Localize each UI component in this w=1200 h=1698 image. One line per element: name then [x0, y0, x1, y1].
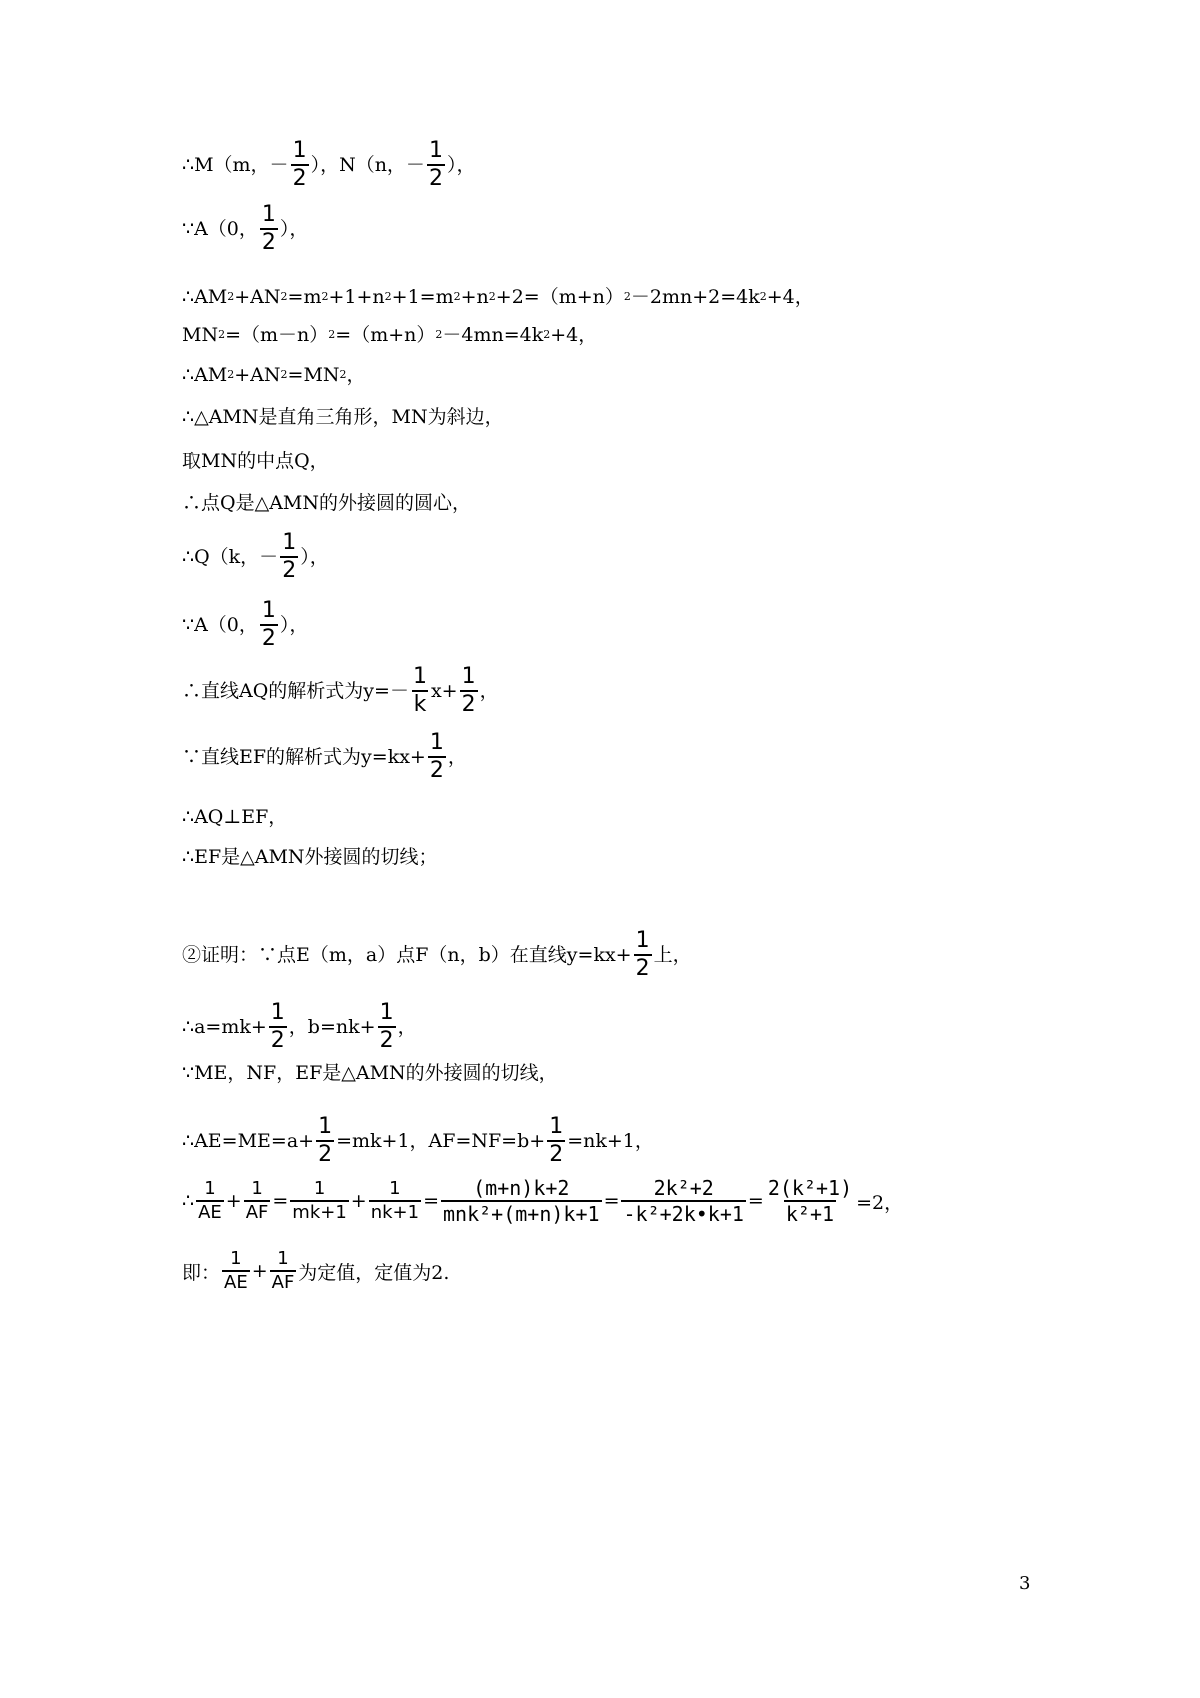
operator: = [747, 1190, 764, 1212]
numerator: 1 [277, 1248, 289, 1269]
numerator: 1 [270, 1000, 285, 1025]
numerator: 1 [412, 664, 427, 689]
text: ， [447, 746, 467, 768]
denominator: AF [271, 1272, 295, 1293]
text: =（m－n） [225, 324, 329, 346]
numerator: 2(k²+1) [767, 1176, 853, 1200]
fraction-one-over-af [244, 1180, 271, 1222]
fraction-half [547, 1116, 565, 1166]
fraction-one-over-ae [222, 1250, 250, 1292]
text: －4mn=4k [442, 324, 544, 346]
line-2 [182, 204, 308, 254]
text: x+ [430, 680, 458, 702]
fraction-half [269, 1002, 287, 1052]
fraction-half [260, 600, 278, 650]
fraction-half [280, 532, 298, 582]
fraction-one-over-nk1 [369, 1180, 421, 1222]
text: ②证明：∵点E（m，a）点F（n，b）在直线y=kx+ [182, 944, 632, 966]
text: 上， [653, 944, 692, 966]
numerator: 1 [251, 1178, 263, 1199]
numerator: 1 [318, 1114, 333, 1139]
line-3: ∴AM 2 +AN 2 =m 2 +1+n 2 +1=m 2 +n 2 +2=（m+n） 2 －2mn+2=4k 2 +4， [182, 286, 814, 308]
numerator: 1 [230, 1248, 242, 1269]
line-5: ∴AM 2 +AN 2 =MN 2 ， [182, 364, 366, 386]
denominator: AE [198, 1202, 222, 1223]
text: ∴△AMN是直角三角形，MN为斜边， [182, 406, 504, 428]
numerator: 2k²+2 [653, 1176, 714, 1200]
operator: = [603, 1190, 620, 1212]
numerator: 1 [313, 1178, 326, 1199]
line-19-equation [182, 1178, 903, 1224]
text: ∵A（0， [182, 218, 258, 240]
text: ∴AM [182, 286, 228, 308]
text: ∴M（m，－ [182, 154, 289, 176]
numerator: (m+n)k+2 [473, 1176, 570, 1200]
line-7 [182, 450, 329, 472]
text: 取MN的中点Q， [182, 450, 329, 472]
line-4: MN 2 =（m－n） 2 =（m+n） 2 －4mn=4k 2 +4， [182, 324, 598, 346]
fraction-2 [621, 1178, 745, 1224]
text: +1=m [391, 286, 454, 308]
fraction-one-over-mk1 [290, 1180, 349, 1222]
denominator: 2 [461, 692, 476, 717]
line-9 [182, 532, 329, 582]
numerator: 1 [635, 928, 650, 953]
line-15 [182, 930, 692, 980]
text: ∵ME，NF，EF是△AMN的外接圆的切线， [182, 1062, 558, 1084]
fraction-one-over-ae [196, 1180, 224, 1222]
denominator: nk+1 [370, 1202, 420, 1223]
fraction-half [260, 204, 278, 254]
denominator: AF [245, 1202, 269, 1223]
text: MN [182, 324, 219, 346]
text: ∴点Q是△AMN的外接圆的圆心， [182, 492, 471, 514]
operator: = [423, 1190, 440, 1212]
numerator: 1 [428, 138, 443, 163]
text: +n [460, 286, 489, 308]
text: +4， [766, 286, 814, 308]
denominator: mk+1 [292, 1202, 347, 1223]
text: ）， [446, 154, 476, 176]
denominator: 2 [318, 1142, 333, 1167]
text: ∴AE=ME=a+ [182, 1130, 315, 1152]
line-10 [182, 600, 308, 650]
text: +4， [550, 324, 598, 346]
text: ∴a=mk+ [182, 1016, 267, 1038]
line-20 [182, 1250, 449, 1292]
operator: = [272, 1190, 289, 1212]
fraction-half [316, 1116, 334, 1166]
line-18 [182, 1116, 654, 1166]
numerator: 1 [429, 730, 444, 755]
numerator: 1 [461, 664, 476, 689]
denominator: 2 [282, 558, 297, 583]
fraction-half [378, 1002, 396, 1052]
text: ）， [279, 614, 309, 636]
fraction-one-over-af [270, 1250, 297, 1292]
denominator: 2 [379, 1028, 394, 1053]
numerator: 1 [379, 1000, 394, 1025]
denominator: AE [224, 1272, 248, 1293]
denominator: 2 [549, 1142, 564, 1167]
line-11 [182, 666, 499, 716]
text: =2， [856, 1191, 904, 1214]
fraction-half [291, 140, 309, 190]
denominator: 2 [428, 166, 443, 191]
text: +AN [234, 364, 281, 386]
line-17 [182, 1062, 558, 1084]
denominator: -k²+2k•k+1 [623, 1202, 744, 1226]
text: =MN [287, 364, 340, 386]
text: ， [397, 1016, 417, 1038]
line-6 [182, 406, 504, 428]
text: +2=（m+n） [495, 286, 624, 308]
text: =m [287, 286, 322, 308]
numerator: 1 [549, 1114, 564, 1139]
text: =mk+1，AF=NF=b+ [336, 1130, 546, 1152]
line-1 [182, 140, 475, 190]
line-12 [182, 732, 467, 782]
text: －2mn+2=4k [630, 286, 760, 308]
text: =（m+n） [335, 324, 436, 346]
fraction-one-over-k [411, 666, 429, 716]
text: ，b=nk+ [288, 1016, 376, 1038]
text: ∴AM [182, 364, 228, 386]
page-number: 3 [1019, 1573, 1031, 1594]
numerator: 1 [204, 1178, 216, 1199]
line-14 [182, 846, 438, 868]
fraction-half [428, 732, 446, 782]
text: 即： [182, 1261, 221, 1284]
text: +1+n [328, 286, 385, 308]
text: ∵A（0， [182, 614, 258, 636]
fraction-half [427, 140, 445, 190]
operator: + [251, 1260, 268, 1282]
line-13 [182, 806, 287, 828]
fraction-half [634, 930, 652, 980]
text: +AN [234, 286, 281, 308]
denominator: 2 [261, 626, 276, 651]
fraction-1 [441, 1178, 602, 1224]
denominator: k [413, 692, 427, 717]
line-16 [182, 1002, 417, 1052]
text: ∴AQ⊥EF， [182, 806, 288, 828]
text: ）， [300, 546, 329, 568]
text: ∴EF是△AMN外接圆的切线； [182, 846, 438, 868]
text: ， [479, 680, 499, 702]
operator: + [225, 1190, 242, 1212]
numerator: 1 [292, 138, 307, 163]
numerator: 1 [261, 598, 276, 623]
text: ∴ [182, 1190, 195, 1212]
denominator: k²+1 [785, 1202, 835, 1226]
text: 为定值，定值为2. [298, 1261, 450, 1284]
numerator: 1 [282, 530, 297, 555]
text: ）， [279, 218, 309, 240]
fraction-3 [766, 1178, 854, 1224]
denominator: 2 [635, 956, 650, 981]
denominator: 2 [270, 1028, 285, 1053]
denominator: mnk²+(m+n)k+1 [443, 1202, 600, 1226]
text: =nk+1， [567, 1130, 654, 1152]
numerator: 1 [389, 1178, 401, 1199]
text: ），N（n，－ [310, 154, 425, 176]
text: ∵直线EF的解析式为y=kx+ [182, 746, 426, 768]
numerator: 1 [261, 202, 276, 227]
denominator: 2 [429, 758, 444, 783]
text: ∴直线AQ的解析式为y=－ [182, 680, 409, 702]
operator: + [350, 1190, 367, 1212]
text: ， [346, 364, 366, 386]
text: ∴Q（k，－ [182, 546, 279, 568]
fraction-half [460, 666, 478, 716]
denominator: 2 [261, 230, 276, 255]
line-8 [182, 492, 471, 514]
denominator: 2 [292, 166, 307, 191]
